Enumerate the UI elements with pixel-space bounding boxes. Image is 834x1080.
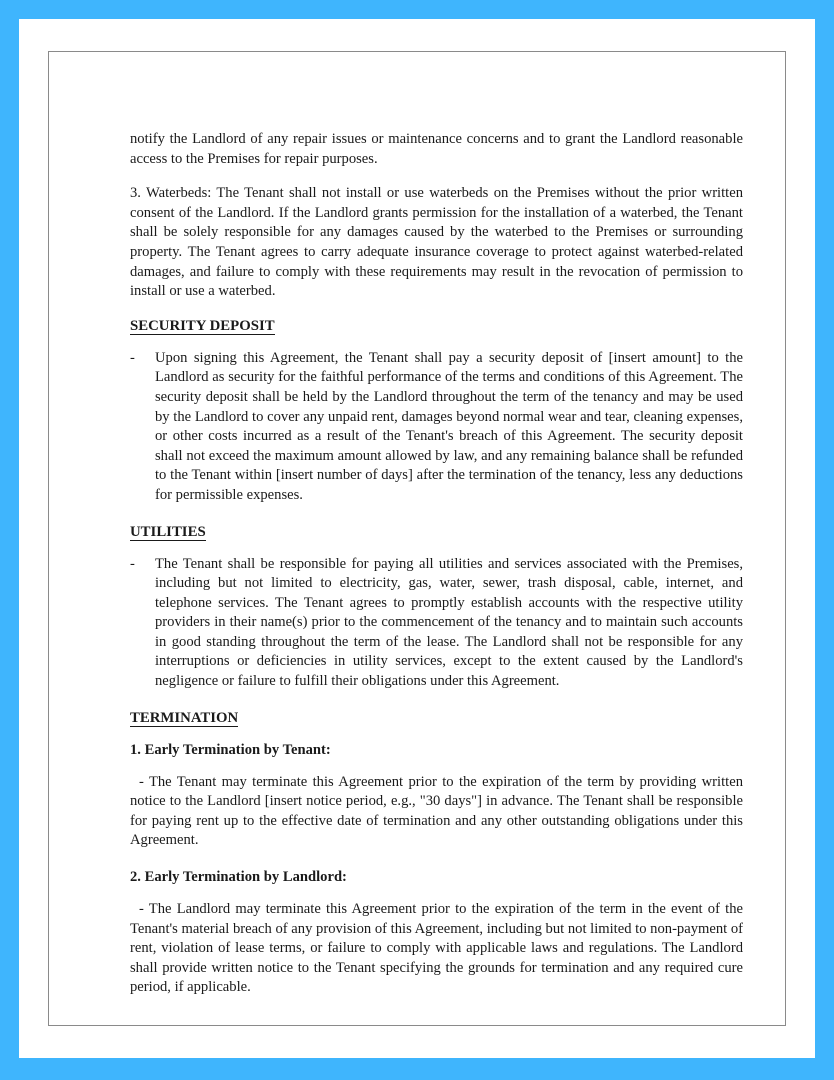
heading-security-deposit-text: SECURITY DEPOSIT bbox=[130, 317, 275, 334]
bullet-security-deposit-text: Upon signing this Agreement, the Tenant shall pay a security deposit of [insert amount] to the Landlord as security for the faithful performance of the terms and conditions of this Agreement. The security deposit shall be held by the Landlord throughout the term of the tenancy and may be used by the Landlord to cover any unpaid rent, damages beyond normal wear and tear, cleaning expenses, or other costs incurred as a result of the Tenant's breach of this Agreement. The security deposit shall not exceed the maximum amount allowed by law, and any remaining balance shall be refunded to the Tenant within [insert number of days] after the termination of the tenancy, less any deductions for permissible expenses. bbox=[155, 349, 743, 503]
document-text-body bbox=[130, 130, 743, 1013]
paragraph-repair-access: notify the Landlord of any repair issues or maintenance concerns and to grant the Landlord reasonable access to the Premises for repair purposes. bbox=[130, 131, 743, 167]
paragraph-early-termination-tenant: - The Tenant may terminate this Agreement prior to the expiration of the term by providing written notice to the Landlord [insert notice period, e.g., "30 days"] in advance. The Tenant shall be responsible for paying rent up to the effective date of termination and any other outstanding obligations under this Agreement. bbox=[130, 773, 743, 849]
heading-termination-text: TERMINATION bbox=[130, 709, 239, 726]
paragraph-early-termination-landlord: - The Landlord may terminate this Agreement prior to the expiration of the term in the event of the Tenant's material breach of any provision of this Agreement, including but not limited to non-payment of rent, violation of lease terms, or failure to comply with applicable laws and regulations. The Landlord shall provide written notice to the Tenant specifying the grounds for termination and any required cure period, if applicable. bbox=[130, 901, 743, 996]
subheading-early-termination-tenant: 1. Early Termination by Tenant: bbox=[130, 741, 331, 758]
bullet-dash-marker: - bbox=[130, 555, 135, 572]
subheading-early-termination-landlord: 2. Early Termination by Landlord: bbox=[130, 869, 347, 886]
heading-security-deposit bbox=[130, 317, 743, 336]
heading-utilities-text: UTILITIES bbox=[130, 523, 206, 540]
heading-utilities bbox=[130, 523, 743, 542]
heading-termination bbox=[130, 709, 743, 728]
document-page-border bbox=[48, 51, 786, 1026]
paper-sheet bbox=[19, 19, 815, 1058]
bullet-utilities bbox=[130, 555, 743, 692]
bullet-dash-marker: - bbox=[130, 349, 135, 366]
bullet-utilities-text: The Tenant shall be responsible for paying all utilities and services associated with the Premises, including but not limited to electricity, gas, water, sewer, trash disposal, cable, internet, and telephone services. The Tenant agrees to promptly establish accounts with the respective utility providers in their name(s) prior to the commencement of the tenancy and to maintain such accounts in good standing throughout the term of the lease. The Landlord shall not be responsible for any interruptions or deficiencies in utility services, except to the extent caused by the Landlord's negligence or failure to fulfill their obligations under this Agreement. bbox=[155, 555, 743, 690]
bullet-security-deposit bbox=[130, 349, 743, 506]
paragraph-waterbeds: 3. Waterbeds: The Tenant shall not install or use waterbeds on the Premises without the prior written consent of the Landlord. If the Landlord grants permission for the installation of a waterbed, the Tenant shall be solely responsible for any damages caused by the waterbed to the Premises or surrounding property. The Tenant agrees to carry adequate insurance coverage to protect against waterbed-related damages, and failure to comply with these requirements may result in the revocation of permission to install or use a waterbed. bbox=[130, 185, 743, 300]
